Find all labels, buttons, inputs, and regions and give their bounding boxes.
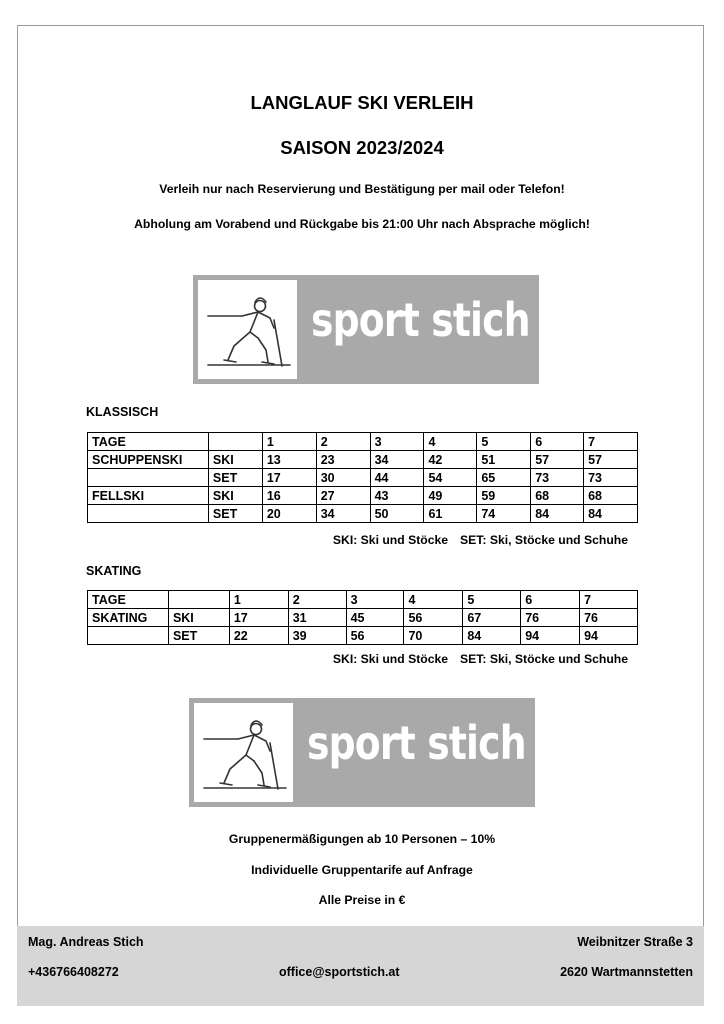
table-cell: 68	[531, 487, 584, 505]
table-row	[88, 505, 638, 523]
skating-legend	[333, 652, 628, 666]
table-cell: 73	[584, 469, 638, 487]
legend-ski: SKI: Ski und Stöcke	[332, 533, 449, 547]
klassisch-legend	[333, 533, 628, 547]
table-cell: 84	[531, 505, 584, 523]
table-cell: 39	[288, 627, 346, 645]
skier-icon-box	[198, 280, 297, 379]
season-title: SAISON 2023/2024	[280, 137, 444, 158]
street-address: Weibnitzer Straße 3	[577, 935, 693, 949]
table-cell: 68	[584, 487, 638, 505]
table-cell: SKI	[208, 487, 262, 505]
table-cell: 2	[288, 591, 346, 609]
legend-set: SET: Ski, Stöcke und Schuhe	[460, 533, 628, 547]
page-title: LANGLAUF SKI VERLEIH	[250, 92, 474, 113]
table-cell: 4	[424, 433, 477, 451]
table-cell: 17	[262, 469, 316, 487]
table-row	[88, 469, 638, 487]
table-cell: SET	[208, 469, 262, 487]
table-cell: 54	[424, 469, 477, 487]
table-cell	[88, 627, 169, 645]
table-cell: 44	[370, 469, 424, 487]
table-cell: SCHUPPENSKI	[88, 451, 209, 469]
table-cell: SET	[208, 505, 262, 523]
table-cell: 13	[262, 451, 316, 469]
table-cell: 2	[316, 433, 370, 451]
table-cell: 76	[580, 609, 638, 627]
table-cell: 4	[404, 591, 463, 609]
table-row	[88, 451, 638, 469]
logo-text: sport stich	[311, 293, 530, 347]
table-cell: 7	[580, 591, 638, 609]
table-cell: 51	[477, 451, 531, 469]
table-cell: 74	[477, 505, 531, 523]
table-cell: 1	[229, 591, 288, 609]
table-cell: 16	[262, 487, 316, 505]
table-cell: 56	[404, 609, 463, 627]
klassisch-label: KLASSISCH	[86, 405, 159, 419]
table-cell: 6	[531, 433, 584, 451]
table-cell: 5	[477, 433, 531, 451]
table-cell	[88, 505, 209, 523]
table-cell: TAGE	[88, 433, 209, 451]
logo-text: sport stich	[307, 716, 526, 770]
cross-country-skier-icon	[194, 703, 293, 802]
currency-note: Alle Preise in €	[318, 893, 406, 907]
table-cell: SKI	[208, 451, 262, 469]
table-cell: 76	[521, 609, 580, 627]
table-cell: 7	[584, 433, 638, 451]
table-cell: TAGE	[88, 591, 169, 609]
table-cell: FELLSKI	[88, 487, 209, 505]
group-rates-note: Individuelle Gruppentarife auf Anfrage	[251, 863, 473, 877]
skating-price-table	[87, 590, 638, 645]
table-row	[88, 487, 638, 505]
table-cell: 34	[370, 451, 424, 469]
table-cell: 57	[584, 451, 638, 469]
table-cell: 84	[584, 505, 638, 523]
skier-icon-box	[194, 703, 293, 802]
table-cell: 22	[229, 627, 288, 645]
table-cell: 3	[370, 433, 424, 451]
table-cell	[168, 591, 229, 609]
table-cell: 45	[346, 609, 404, 627]
table-cell: 3	[346, 591, 404, 609]
table-cell: 56	[346, 627, 404, 645]
table-cell: 34	[316, 505, 370, 523]
postal-city: 2620 Wartmannstetten	[560, 965, 693, 979]
cross-country-skier-icon	[198, 280, 297, 379]
table-cell: 65	[477, 469, 531, 487]
klassisch-price-table	[87, 432, 638, 523]
table-cell: SET	[168, 627, 229, 645]
footer	[17, 926, 704, 1006]
table-cell	[208, 433, 262, 451]
table-cell: 67	[463, 609, 521, 627]
table-cell: 30	[316, 469, 370, 487]
table-cell: 31	[288, 609, 346, 627]
phone-number: +436766408272	[28, 965, 119, 979]
table-cell: 5	[463, 591, 521, 609]
owner-name: Mag. Andreas Stich	[28, 935, 144, 949]
table-cell: 94	[521, 627, 580, 645]
table-cell	[88, 469, 209, 487]
table-header-row	[88, 433, 638, 451]
legend-set: SET: Ski, Stöcke und Schuhe	[460, 652, 628, 666]
table-header-row	[88, 591, 638, 609]
table-cell: 1	[262, 433, 316, 451]
table-cell: 70	[404, 627, 463, 645]
table-cell: 27	[316, 487, 370, 505]
table-row	[88, 609, 638, 627]
table-cell: 20	[262, 505, 316, 523]
table-cell: 59	[477, 487, 531, 505]
table-row	[88, 627, 638, 645]
table-cell: SKATING	[88, 609, 169, 627]
table-cell: 57	[531, 451, 584, 469]
table-cell: 84	[463, 627, 521, 645]
table-cell: SKI	[168, 609, 229, 627]
sport-stich-logo-bottom	[189, 698, 535, 807]
table-cell: 73	[531, 469, 584, 487]
skating-label: SKATING	[86, 564, 142, 578]
table-cell: 42	[424, 451, 477, 469]
table-cell: 49	[424, 487, 477, 505]
table-cell: 17	[229, 609, 288, 627]
group-discount-note: Gruppenermäßigungen ab 10 Personen – 10%	[228, 832, 496, 846]
table-cell: 61	[424, 505, 477, 523]
table-cell: 6	[521, 591, 580, 609]
table-cell: 43	[370, 487, 424, 505]
legend-ski: SKI: Ski und Stöcke	[332, 652, 449, 666]
table-cell: 94	[580, 627, 638, 645]
sport-stich-logo	[193, 275, 539, 384]
reservation-info: Verleih nur nach Reservierung und Bestätigung per mail oder Telefon!	[159, 182, 565, 196]
pickup-info: Abholung am Vorabend und Rückgabe bis 21:00 Uhr nach Absprache möglich!	[134, 217, 590, 231]
table-cell: 23	[316, 451, 370, 469]
email-address: office@sportstich.at	[279, 965, 400, 979]
table-cell: 50	[370, 505, 424, 523]
